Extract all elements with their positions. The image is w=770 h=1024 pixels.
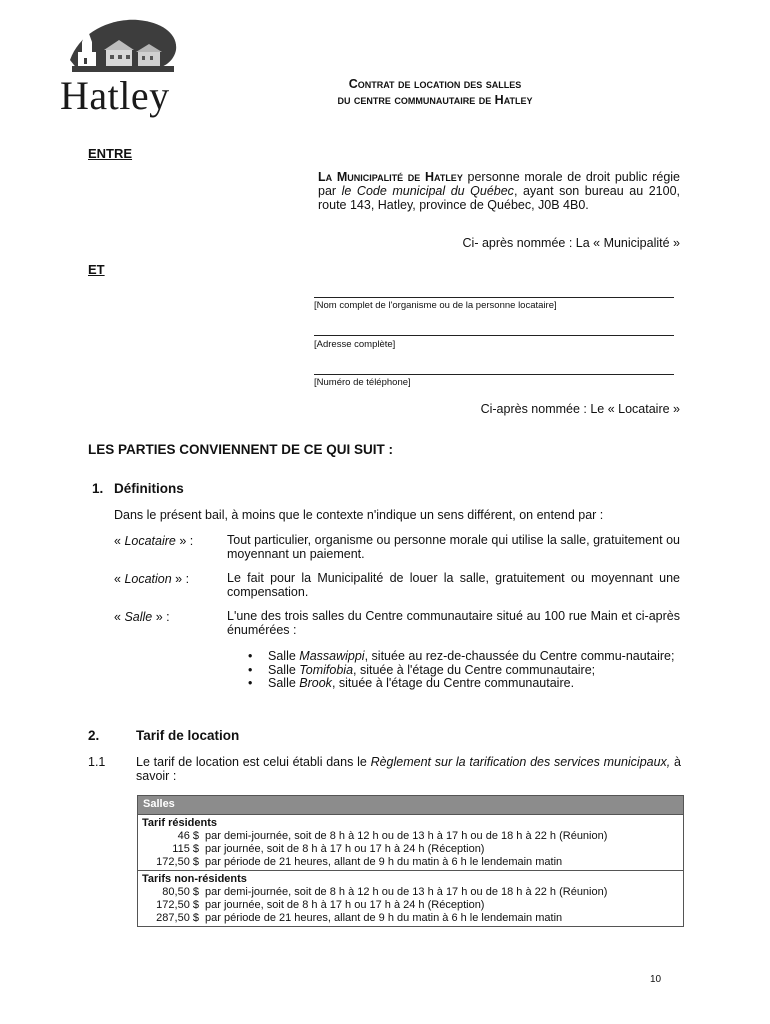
rate-amount: 80,50 $ [162,886,199,898]
definitions-intro: Dans le présent bail, à moins que le contexte n'indique un sens différent, on entend par : [114,508,604,522]
room-name-brook: Brook [299,676,332,690]
tenant-name-label: [Nom complet de l'organisme ou de la personne locataire] [314,300,557,311]
et-heading: ET [88,262,105,277]
entre-heading: ENTRE [88,146,133,161]
def-term-location-word: Location [124,572,172,586]
table-row [142,899,679,912]
bullet-icon: • [248,676,253,690]
tenant-address-line [314,335,674,336]
contract-title-line-1: Contrat de location des salles [348,77,522,91]
rate-description: par journée, soit de 8 h à 17 h ou 17 h à 24 h (Réception) [205,843,485,855]
table-header-salles: Salles [138,796,683,815]
municipality-designation: Ci- après nommée : La « Municipalité » [462,236,680,250]
rate-amount: 46 $ [177,830,199,842]
section-1-number: 1. [92,481,104,496]
non-resident-tariff-section [138,870,683,926]
table-row [142,856,679,869]
hatley-logo-word: Hatley [60,73,170,118]
table-row [142,843,679,856]
table-row [142,830,679,843]
rate-description: par période de 21 heures, allant de 9 h du matin à 6 h le lendemain matin [205,856,563,868]
bullet-prefix: Salle [268,676,300,690]
list-item [248,664,680,678]
def-term-salle-word: Salle [124,610,153,624]
rate-amount: 115 $ [172,843,199,855]
bullet-text: , située à l'étage du Centre communautaire; [353,662,596,677]
rate-description: par demi-journée, soit de 8 h à 12 h ou de 13 h à 17 h ou de 18 h à 22 h (Réunion) [205,886,608,898]
def-term-salle: « Salle » : [114,610,170,624]
municipality-paragraph-text: personne morale de droit public régie par [318,170,680,198]
municipal-code-reference: le Code municipal du Québec [341,184,514,198]
tenant-address-label: [Adresse complète] [314,339,396,350]
parties-agree-heading: LES PARTIES CONVIENNENT DE CE QUI SUIT : [88,442,394,457]
bullet-text: , située à l'étage du Centre communautaire. [331,676,575,690]
bullet-icon: • [248,662,253,677]
subsection-number: 1.1 [88,755,106,769]
tariff-table [137,795,684,927]
tariff-paragraph-end: à savoir : [136,755,681,783]
municipality-paragraph [318,170,680,212]
rate-amount: 172,50 $ [156,899,199,911]
list-item [248,650,680,664]
contract-title-line-2: du centre communautaire de Hatley [337,93,533,107]
tenant-phone-line [314,374,674,375]
section-2-title: Tarif de location [136,728,240,743]
def-text-location: Le fait pour la Municipalité de louer la salle, gratuitement ou moyennant une compensation. [227,571,680,599]
tariff-regulation-reference: Règlement sur la tarification des services municipaux, [370,755,671,769]
rate-description: par période de 21 heures, allant de 9 h du matin à 6 h le lendemain matin [205,912,563,924]
section-1-title: Définitions [114,481,184,496]
rate-description: par demi-journée, soit de 8 h à 12 h ou de 13 h à 17 h ou de 18 h à 22 h (Réunion) [205,830,608,842]
def-text-salle: L'une des trois salles du Centre communautaire situé au 100 rue Main et ci-après énumérées : [227,609,680,637]
resident-tariff-title: Tarif résidents [142,817,217,829]
page-number: 10 [650,974,662,985]
bullet-icon: • [248,649,253,663]
list-item [248,677,680,691]
bullet-prefix: Salle [268,662,300,677]
non-resident-tariff-title: Tarifs non-résidents [142,873,247,885]
section-2-number: 2. [88,728,100,743]
rate-description: par journée, soit de 8 h à 17 h ou 17 h à 24 h (Réception) [205,899,485,911]
tenant-name-line [314,297,674,298]
municipality-address-text: , ayant son bureau au 2100, route 143, Hatley, province de Québec, J0B 4B0. [318,184,680,212]
tariff-paragraph-text: Le tarif de location est celui établi dans le [136,755,367,769]
def-text-locataire: Tout particulier, organisme ou personne morale qui utilise la salle, gratuitement ou moyennant un paiement. [227,533,680,561]
room-name-tomifobia: Tomifobia [299,662,354,677]
rate-amount: 172,50 $ [156,856,199,868]
rate-amount: 287,50 $ [156,912,199,924]
def-term-locataire-word: Locataire [124,534,176,548]
room-name-massawippi: Massawippi [299,649,365,663]
table-row [142,912,679,925]
tenant-phone-label: [Numéro de téléphone] [314,377,411,388]
municipality-name: La Municipalité de Hatley [318,170,463,184]
table-row [142,886,679,899]
resident-tariff-section [138,815,683,870]
bullet-prefix: Salle [268,649,300,663]
def-term-locataire: « Locataire » : [114,534,194,548]
tariff-paragraph [136,755,681,783]
tenant-designation: Ci-après nommée : Le « Locataire » [480,402,680,416]
room-list [248,650,680,691]
def-term-location: « Location » : [114,572,190,586]
bullet-text: , située au rez-de-chaussée du Centre commu-nautaire; [364,649,675,663]
